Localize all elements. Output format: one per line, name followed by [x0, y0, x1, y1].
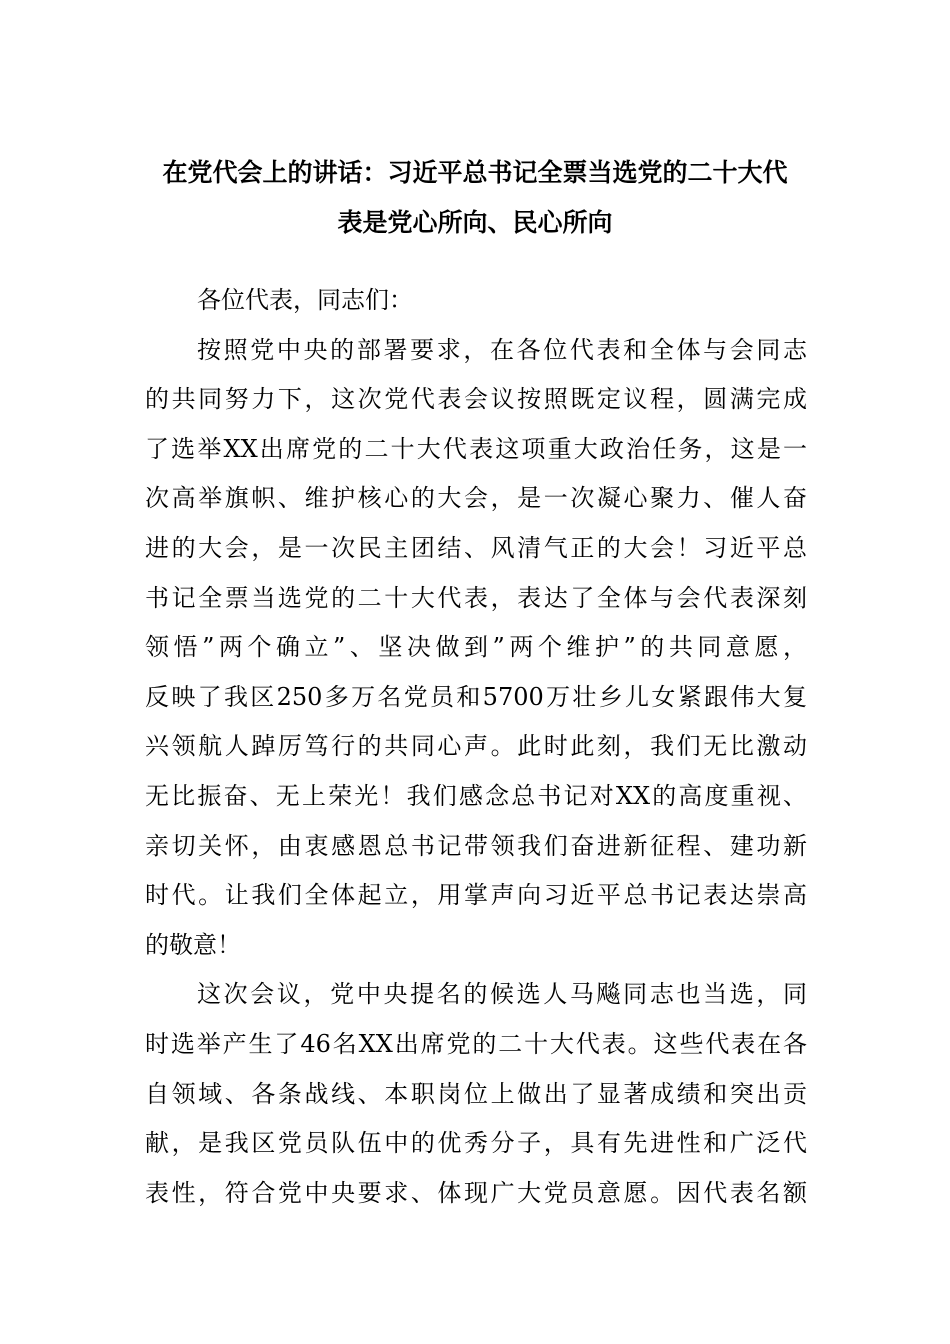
text-line: 献，是我区党员队伍中的优秀分子，具有先进性和广泛代: [145, 1129, 807, 1158]
text-line: 时代。让我们全体起立，用掌声向习近平总书记表达崇高: [145, 881, 807, 910]
text-line: 兴领航人踔厉笃行的共同心声。此时此刻，我们无比激动: [145, 732, 807, 761]
text-line: 这次会议，党中央提名的候选人马飚同志也当选，同: [197, 980, 807, 1009]
text-line: 时选举产生了46名XX出席党的二十大代表。这些代表在各: [145, 1029, 807, 1058]
paragraph: [145, 326, 807, 971]
document-body: [145, 276, 807, 1218]
document-title: [140, 150, 810, 249]
text-line: 领悟”两个确立”、坚决做到”两个维护”的共同意愿，: [145, 633, 807, 662]
text-line: 书记全票当选党的二十大代表，表达了全体与会代表深刻: [145, 583, 807, 612]
text-line: 反映了我区250多万名党员和5700万壮乡儿女紧跟伟大复: [145, 682, 807, 711]
paragraph: [145, 970, 807, 1218]
text-line: 亲切关怀，由衷感恩总书记带领我们奋进新征程、建功新: [145, 831, 807, 860]
text-line: 了选举XX出席党的二十大代表这项重大政治任务，这是一: [145, 434, 807, 463]
text-line: 的共同努力下，这次党代表会议按照既定议程，圆满完成: [145, 385, 807, 414]
text-line: 的敬意！: [145, 930, 241, 959]
title-line: 在党代会上的讲话：习近平总书记全票当选党的二十大代: [162, 158, 788, 187]
text-line: 表性，符合党中央要求、体现广大党员意愿。因代表名额: [145, 1178, 807, 1207]
text-line: 自领域、各条战线、本职岗位上做出了显著成绩和突出贡: [145, 1079, 807, 1108]
text-line: 次高举旗帜、维护核心的大会，是一次凝心聚力、催人奋: [145, 484, 807, 513]
title-line: 表是党心所向、民心所向: [337, 207, 613, 237]
text-line: 各位代表，同志们：: [197, 286, 413, 314]
text-line: 进的大会，是一次民主团结、风清气正的大会！习近平总: [145, 533, 807, 562]
text-line: 无比振奋、无上荣光！我们感念总书记对XX的高度重视、: [145, 781, 807, 810]
text-line: 按照党中央的部署要求，在各位代表和全体与会同志: [197, 335, 807, 364]
paragraph-salutation: [145, 276, 807, 326]
